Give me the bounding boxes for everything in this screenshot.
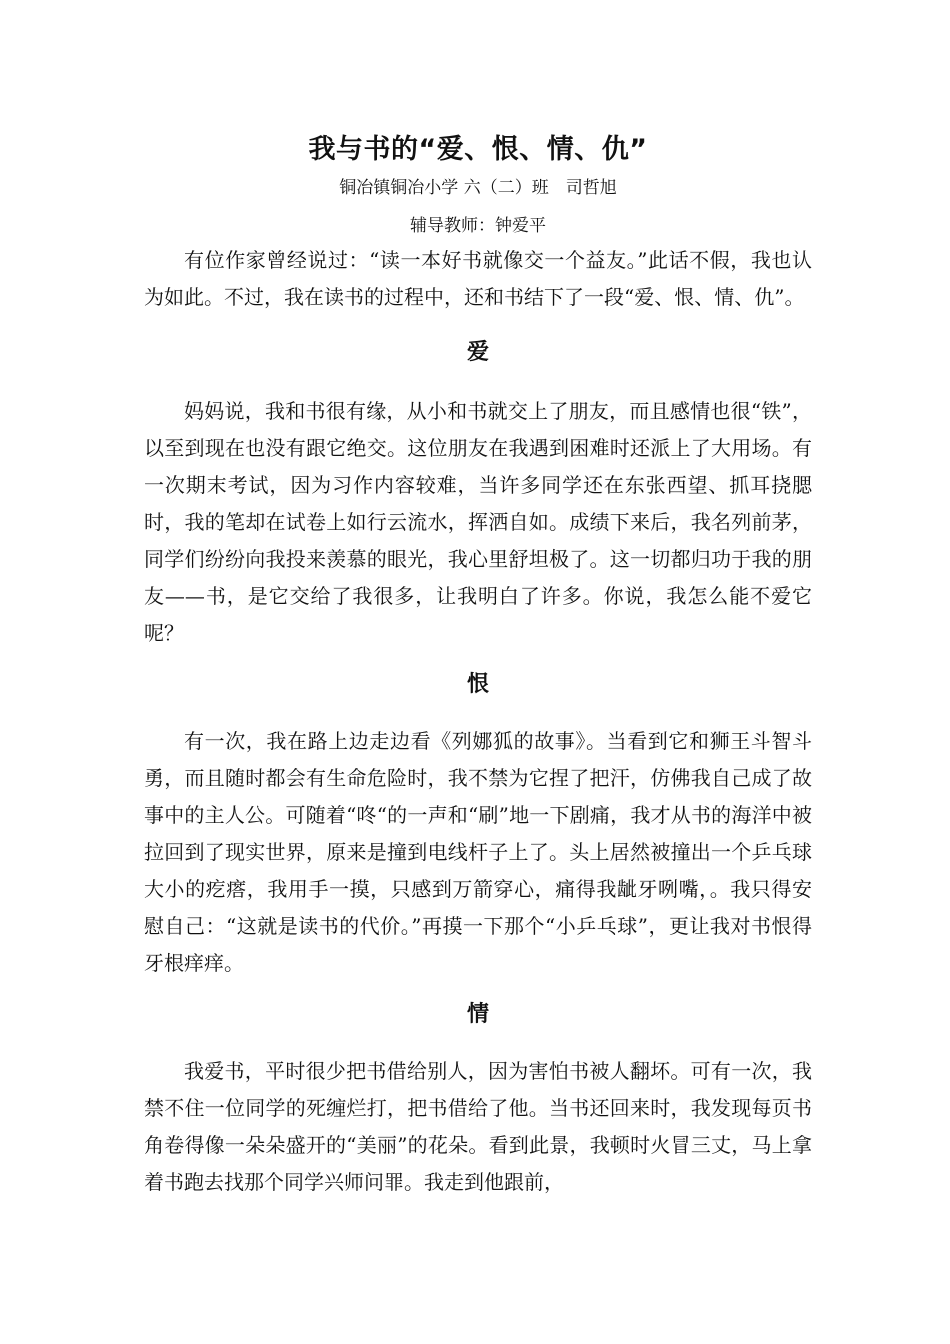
document-title: 我与书的“爱、恨、情、仇” [308, 134, 648, 165]
teacher-byline: 辅导教师：钟爱平 [410, 216, 546, 236]
author-byline: 铜冶镇铜冶小学 六（二）班 司哲旭 [339, 178, 617, 198]
section-paragraph-hate: 有一次，我在路上边走边看《列娜狐的故事》。当看到它和狮王斗智斗勇，而且随时都会有生命危险时，我不禁为它捏了把汗，仿佛我自己成了故事中的主人公。可随着“咚“的一声和“刷”地一下剧痛，我才从书的海洋中被拉回到了现实世界，原来是撞到电线杆子上了。头上居然被撞出一个乒乓球大小的疙瘩，我用手一摸，只感到万箭穿心，痛得我龇牙咧嘴，。我只得安慰自己：“这就是读书的代价。”再摸一下那个“小乒乓球”，更让我对书恨得牙根痒痒。 [144, 729, 812, 975]
document-page [144, 128, 812, 1201]
section-heading-hate: 恨 [466, 672, 489, 697]
section-paragraph-affection: 我爱书，平时很少把书借给别人，因为害怕书被人翻坏。可有一次，我禁不住一位同学的死缠烂打，把书借给了他。当书还回来时，我发现每页书角卷得像一朵朵盛开的“美丽”的花朵。看到此景，我顿时火冒三丈，马上拿着书跑去找那个同学兴师问罪。我走到他跟前， [144, 1059, 812, 1194]
intro-paragraph: 有位作家曾经说过：“读一本好书就像交一个益友。”此话不假，我也认为如此。不过，我在读书的过程中，还和书结下了一段“爱、恨、情、仇”。 [144, 248, 812, 309]
section-heading-love: 爱 [466, 340, 489, 365]
section-heading-affection: 情 [466, 1002, 489, 1027]
section-paragraph-love: 妈妈说，我和书很有缘，从小和书就交上了朋友，而且感情也很“铁”，以至到现在也没有跟它绝交。这位朋友在我遇到困难时还派上了大用场。有一次期末考试，因为习作内容较难，当许多同学还在东张西望、抓耳挠腮时，我的笔却在试卷上如行云流水，挥洒自如。成绩下来后，我名列前茅，同学们纷纷向我投来羡慕的眼光，我心里舒坦极了。这一切都归功于我的朋友——书，是它交给了我很多，让我明白了许多。你说，我怎么能不爱它呢？ [144, 399, 812, 645]
